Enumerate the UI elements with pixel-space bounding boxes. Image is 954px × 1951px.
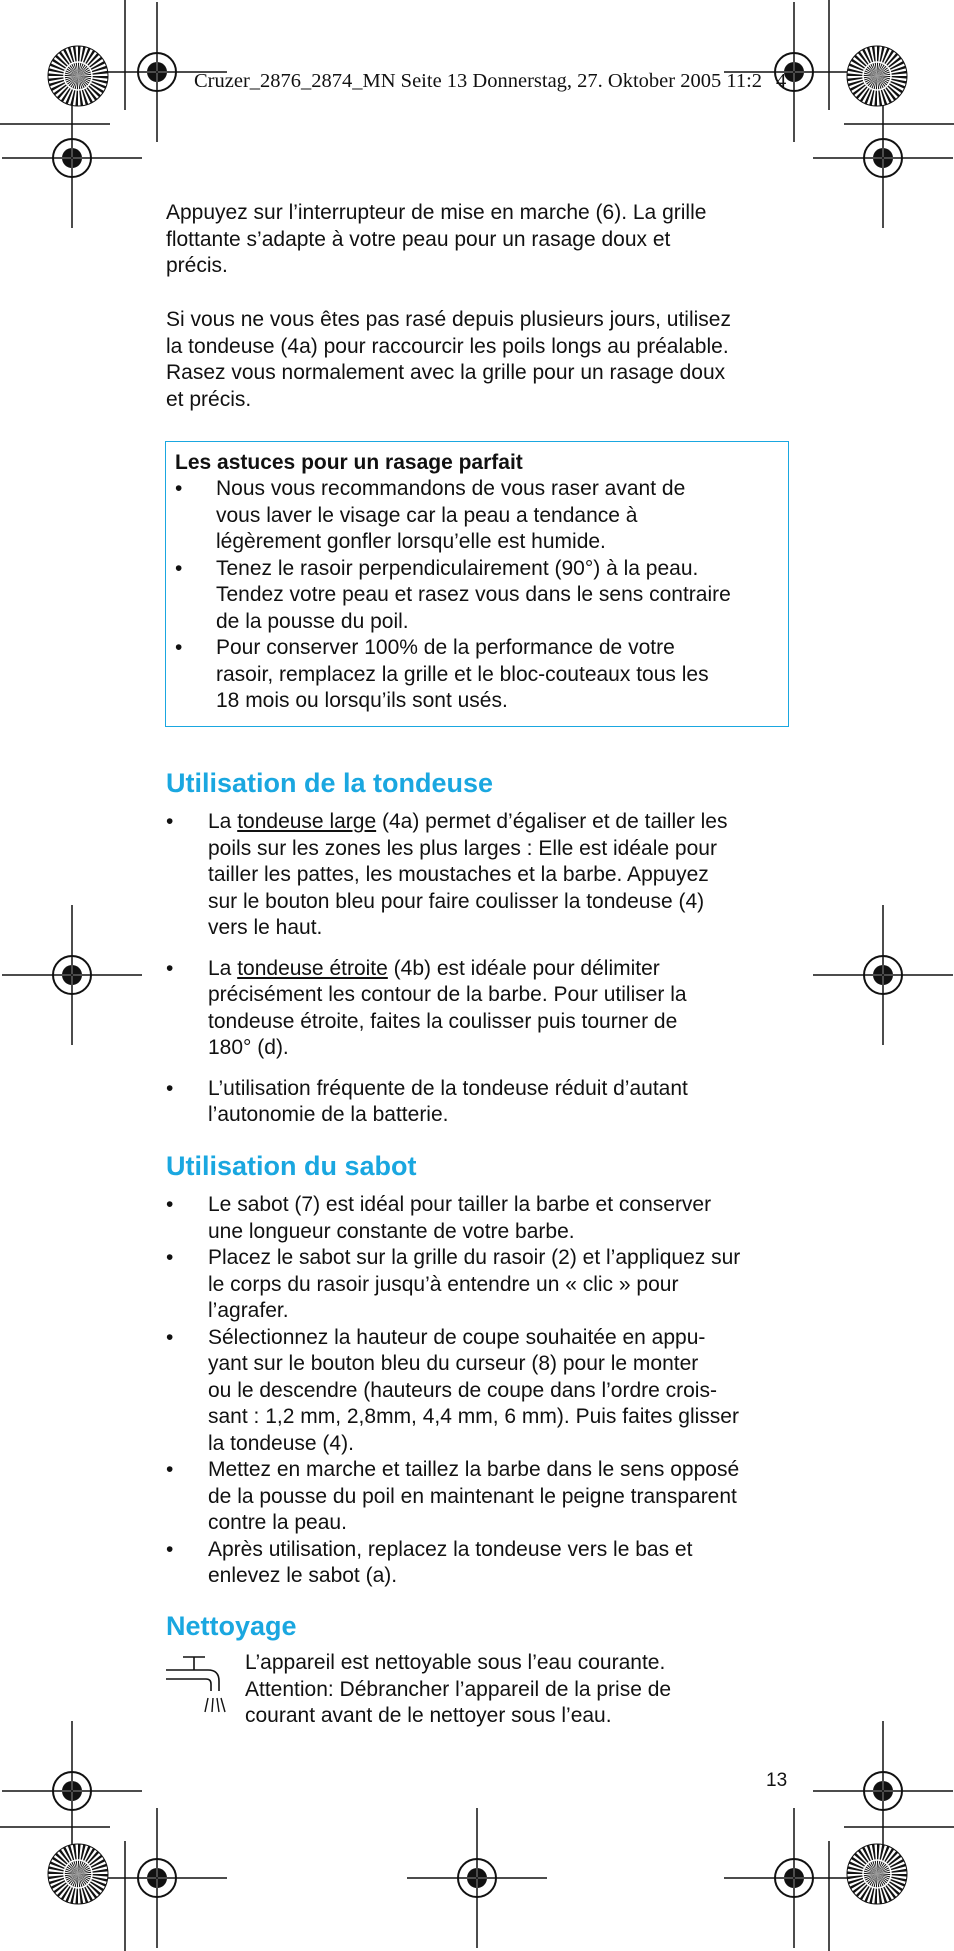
comb-list <box>166 1192 792 1590</box>
registration-mark-icon <box>2 905 142 1045</box>
section-heading-trimmer: Utilisation de la tondeuse <box>166 768 494 798</box>
section-heading-comb: Utilisation du sabot <box>166 1151 417 1181</box>
list-item: • Sélectionnez la hauteur de coupe souhaitée en appu- yant sur le bouton bleu du curseur (8) pour le monter ou le descendre (hauteurs de coupe dans l’ordre crois- sant : 1,2 mm, 2,8mm, 4,4 mm, 6 mm). Puis faites glisser la tondeuse (4). <box>166 1325 739 1455</box>
list-item: • L’utilisation fréquente de la tondeuse réduit d’autant l’autonomie de la batterie. <box>166 1076 688 1126</box>
list-item: • Après utilisation, replacez la tondeuse vers le bas et enlevez le sabot (a). <box>166 1537 693 1587</box>
section-heading-cleaning: Nettoyage <box>166 1611 297 1641</box>
cleaning-paragraph: L’appareil est nettoyable sous l’eau courante. Attention: Débrancher l’appareil de la prise de courant avant de le nettoyer sous l’eau. <box>245 1651 672 1727</box>
list-item: • Mettez en marche et taillez la barbe dans le sens opposé de la pousse du poil en maintenant le peigne transparent contre la peau. <box>166 1458 740 1534</box>
list-item: • Nous vous recommandons de vous raser avant de vous laver le visage car la peau a tendance à légèrement gonfler lorsqu’elle est humide. <box>175 477 686 553</box>
trimmer-list <box>166 809 792 1129</box>
list-item: • Placez le sabot sur la grille du rasoir (2) et l’appliquez sur le corps du rasoir jusqu’à entendre un « clic » pour l’agrafer. <box>166 1246 741 1322</box>
print-slug: Cruzer_2876_2874_MN Seite 13 Donnerstag, 27. Oktober 2005 11:2 4 <box>194 70 787 92</box>
registration-mark-icon <box>2 88 142 228</box>
list-item: • Pour conserver 100% de la performance de votre rasoir, remplacez la grille et le bloc-couteaux tous les 18 mois ou lorsqu’ils sont usés. <box>175 636 709 712</box>
registration-mark-icon <box>724 1808 864 1948</box>
list-item: • La tondeuse étroite (4b) est idéale pour délimiter précisément les contour de la barbe. Pour utiliser la tondeuse étroite, faites la coulisser puis tourner de 180° (d). <box>166 956 687 1059</box>
registration-mark-icon <box>407 1808 547 1948</box>
registration-mark-icon <box>813 1721 953 1861</box>
tips-title: Les astuces pour un rasage parfait <box>175 451 523 474</box>
siemens-star-icon <box>48 1844 108 1904</box>
intro-paragraph-2: Si vous ne vous êtes pas rasé depuis plusieurs jours, utilisez la tondeuse (4a) pour raccourcir les poils longs au préalable. Rasez vous normalement avec la grille pour un rasage doux et précis. <box>166 308 731 411</box>
registration-mark-icon <box>2 1721 142 1861</box>
list-item: • La tondeuse large (4a) permet d’égaliser et de tailler les poils sur les zones les plus larges : Elle est idéale pour tailler les pattes, les moustaches et la barbe. Appuyez sur le bouton bleu pour faire coulisser la tondeuse (4) vers le haut. <box>166 810 728 939</box>
page-number: 13 <box>766 1770 788 1791</box>
registration-mark-icon <box>813 905 953 1045</box>
list-item: • Le sabot (7) est idéal pour tailler la barbe et conserver une longueur constante de votre barbe. <box>166 1193 712 1243</box>
list-item: • Tenez le rasoir perpendiculairement (90°) à la peau. Tendez votre peau et rasez vous dans le sens contraire de la pousse du poil. <box>175 556 731 633</box>
tips-box <box>165 441 789 727</box>
siemens-star-icon <box>48 46 108 106</box>
water-tap-icon <box>162 1655 232 1715</box>
registration-mark-icon <box>813 88 953 228</box>
siemens-star-icon <box>847 46 907 106</box>
intro-paragraph-1: Appuyez sur l’interrupteur de mise en marche (6). La grille flottante s’adapte à votre peau pour un rasage doux et précis. <box>166 201 707 277</box>
siemens-star-icon <box>847 1844 907 1904</box>
